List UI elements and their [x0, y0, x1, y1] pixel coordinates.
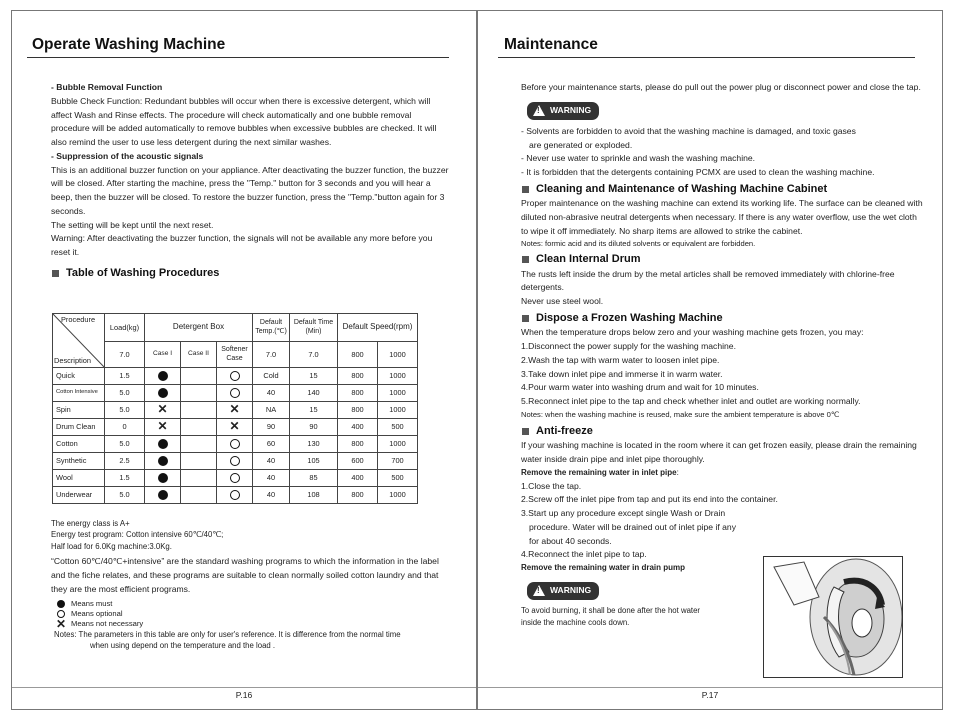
hand-unscrewing-pipe-image — [764, 557, 903, 678]
standard-programs: “Cotton 60℃/40℃+intensive” are the standard washing programs to which the information in the label and the fiche relates, and these programs are suitable to clean normally soiled cotton laundry and that they are the most efficient programs. — [51, 556, 439, 594]
speed2-cell: 1000 — [378, 487, 418, 504]
case1-cell — [145, 385, 181, 402]
frozen-note: Notes: when the washing machine is reused, make sure the ambient temperature is above 0℃ — [521, 409, 840, 419]
open-circle-icon — [230, 388, 240, 398]
case1-cell — [145, 402, 181, 419]
procedure-name: Spin — [53, 402, 105, 419]
table-notes: Notes: The parameters in this table are only for user's reference. It is difference from the normal time when using depend on the temperature and the load . — [54, 630, 401, 651]
inlet-heading: Remove the remaining water in inlet pipe: — [521, 467, 679, 477]
case1-cell — [145, 470, 181, 487]
filled-circle-icon — [158, 456, 168, 466]
time-cell: 105 — [290, 453, 338, 470]
case2-cell — [181, 436, 217, 453]
warning-triangle-icon: ! — [533, 105, 545, 116]
softener-cell — [217, 368, 253, 385]
open-circle-icon — [230, 456, 240, 466]
speed2-cell: 500 — [378, 419, 418, 436]
page-title: Maintenance — [504, 36, 598, 53]
drum-body: The rusts left inside the drum by the metal articles shall be removed immediately with chlorine-free detergents. — [521, 268, 895, 293]
energy-info — [51, 518, 451, 552]
th-default-temp: Default Temp.(℃) — [253, 314, 290, 342]
table-row — [53, 402, 418, 419]
warning-badge: ! WARNING — [527, 102, 599, 120]
open-circle-icon — [230, 490, 240, 500]
footer-divider — [12, 687, 476, 688]
filled-circle-icon — [158, 473, 168, 483]
speed1-cell: 800 — [338, 402, 378, 419]
speed1-cell: 400 — [338, 470, 378, 487]
filled-circle-icon — [158, 388, 168, 398]
maintenance-content — [521, 81, 926, 630]
procedure-name: Drum Clean — [53, 419, 105, 436]
speed2-cell: 500 — [378, 470, 418, 487]
warning-badge: ! WARNING — [527, 582, 599, 600]
bubble-section — [51, 81, 451, 281]
speed2-cell: 1000 — [378, 368, 418, 385]
time-cell: 140 — [290, 385, 338, 402]
drum-heading: Clean Internal Drum — [521, 252, 926, 266]
softener-cell — [217, 487, 253, 504]
speed1-cell: 800 — [338, 436, 378, 453]
acoustic-warning: Warning: After deactivating the buzzer function, the signals will not be available any more before you reset it. — [51, 233, 433, 257]
temp-cell: 90 — [253, 419, 290, 436]
bubble-body: Bubble Check Function: Redundant bubbles will occur when there is excessive detergent, which will affect Wash and Rinse effects. The procedure will check automatically and one bubble removal procedure will be added automatically to remove bubbles when excessive bubbles are checked. It will also remind the user to use less detergent during the next similar washes. — [51, 95, 437, 147]
page-number: P.17 — [701, 690, 719, 700]
drum-never: Never use steel wool. — [521, 296, 604, 307]
page-number: P.16 — [235, 690, 253, 700]
temp-cell: 60 — [253, 436, 290, 453]
sub-case1: Case I — [145, 342, 181, 368]
load-cell: 5.0 — [105, 385, 145, 402]
inlet-step: procedure. Water will be drained out of inlet pipe if any — [529, 521, 737, 532]
frozen-step: 5.Reconnect inlet pipe to the tap and check whether inlet and outlet are working normally. — [521, 396, 861, 407]
corner-description: Description — [54, 356, 91, 366]
drain-heading: Remove the remaining water in drain pump — [521, 563, 686, 573]
th-default-speed: Default Speed(rpm) — [338, 314, 418, 342]
cabinet-body: Proper maintenance on the washing machine can extend its working life. The surface can be cleaned with diluted non-abrasive neutral detergents when necessary. If there is any water overflow, use the wet cloth to wipe it off immediately. No sharp items are allowed to strike the cabinet. — [521, 198, 923, 236]
case2-cell — [181, 419, 217, 436]
time-cell: 15 — [290, 368, 338, 385]
time-cell: 15 — [290, 402, 338, 419]
cross-icon: ✕ — [157, 418, 168, 433]
filled-circle-icon — [158, 439, 168, 449]
time-cell: 85 — [290, 470, 338, 487]
case2-cell — [181, 368, 217, 385]
case2-cell — [181, 470, 217, 487]
cabinet-note: Notes: formic acid and its diluted solvents or equivalent are forbidden. — [521, 239, 756, 249]
th-default-time: Default Time (Min) — [290, 314, 338, 342]
time-cell: 108 — [290, 487, 338, 504]
speed1-cell: 400 — [338, 419, 378, 436]
procedure-name: Wool — [53, 470, 105, 487]
cross-icon: ✕ — [55, 617, 67, 631]
energy-line: The energy class is A+ — [51, 519, 130, 528]
speed1-cell: 600 — [338, 453, 378, 470]
corner-procedure: Procedure — [61, 315, 96, 324]
case1-cell — [145, 368, 181, 385]
case1-cell — [145, 453, 181, 470]
speed2-cell: 1000 — [378, 436, 418, 453]
temp-cell: NA — [253, 402, 290, 419]
softener-cell — [217, 419, 253, 436]
frozen-heading: Dispose a Frozen Washing Machine — [521, 311, 926, 325]
sub-temp: 7.0 — [253, 342, 290, 368]
procedure-name: Synthetic — [53, 453, 105, 470]
bubble-heading: - Bubble Removal Function — [51, 82, 163, 92]
load-cell: 5.0 — [105, 402, 145, 419]
case1-cell — [145, 487, 181, 504]
temp-cell: 40 — [253, 487, 290, 504]
cabinet-heading: Cleaning and Maintenance of Washing Machine Cabinet — [521, 182, 926, 196]
inlet-step: 2.Screw off the inlet pipe from tap and put its end into the container. — [521, 494, 778, 505]
frozen-intro: When the temperature drops below zero and your washing machine gets frozen, you may: — [521, 327, 864, 338]
left-page — [11, 10, 477, 710]
time-cell: 90 — [290, 419, 338, 436]
filled-circle-icon — [158, 490, 168, 500]
table-row — [53, 453, 418, 470]
table-heading: Table of Washing Procedures — [51, 266, 451, 280]
acoustic-heading: - Suppression of the acoustic signals — [51, 150, 204, 161]
load-cell: 1.5 — [105, 470, 145, 487]
load-cell: 0 — [105, 419, 145, 436]
sub-speed1: 800 — [338, 342, 378, 368]
warning-triangle-icon: ! — [533, 585, 545, 596]
table-row — [53, 368, 418, 385]
legend-optional: Means optional — [51, 609, 451, 619]
speed1-cell: 800 — [338, 487, 378, 504]
warning-line: - It is forbidden that the detergents containing PCMX are used to clean the washing machine. — [521, 167, 875, 177]
speed2-cell: 1000 — [378, 385, 418, 402]
procedure-name: Cotton — [53, 436, 105, 453]
speed2-cell: 700 — [378, 453, 418, 470]
filled-circle-icon — [158, 371, 168, 381]
procedure-name: Quick — [53, 368, 105, 385]
frozen-step: 4.Pour warm water into washing drum and wait for 10 minutes. — [521, 382, 759, 393]
acoustic-kept: The setting will be kept until the next reset. — [51, 219, 214, 230]
softener-cell — [217, 453, 253, 470]
load-cell: 2.5 — [105, 453, 145, 470]
open-circle-icon — [230, 473, 240, 483]
temp-cell: 40 — [253, 385, 290, 402]
sub-speed2: 1000 — [378, 342, 418, 368]
frozen-step: 1.Disconnect the power supply for the washing machine. — [521, 341, 736, 352]
temp-cell: 40 — [253, 453, 290, 470]
time-cell: 130 — [290, 436, 338, 453]
softener-cell — [217, 385, 253, 402]
open-circle-icon — [230, 439, 240, 449]
th-detergent-box: Detergent Box — [145, 314, 253, 342]
case2-cell — [181, 487, 217, 504]
case1-cell — [145, 419, 181, 436]
antifreeze-heading: Anti-freeze — [521, 424, 926, 438]
sub-softener: Softener Case — [217, 342, 253, 368]
case1-cell — [145, 436, 181, 453]
title-divider — [498, 57, 915, 58]
warning-line: - Solvents are forbidden to avoid that the washing machine is damaged, and toxic gases — [521, 125, 856, 136]
right-page — [477, 10, 943, 710]
filled-circle-icon — [57, 600, 65, 608]
inlet-step: 4.Reconnect the inlet pipe to tap. — [521, 549, 647, 560]
case2-cell — [181, 385, 217, 402]
inlet-step: for about 40 seconds. — [529, 535, 612, 546]
th-load: Load(kg) — [105, 314, 145, 342]
table-row — [53, 385, 418, 402]
softener-cell — [217, 402, 253, 419]
table-row — [53, 487, 418, 504]
acoustic-body: This is an additional buzzer function on your appliance. After deactivating the buzzer function, the buzzer will be closed. After starting the machine, press the "Temp." button for 3 seconds and you will hear a beep, then the buzzer will be closed. To restore the buzzer function, press the "Temp."button again for 3 seconds. — [51, 164, 449, 216]
cross-icon: ✕ — [157, 401, 168, 416]
open-circle-icon — [230, 371, 240, 381]
frozen-step: 3.Take down inlet pipe and immerse it in warm water. — [521, 368, 723, 379]
antifreeze-body: If your washing machine is located in the room where it can get frozen easily, please drain the remaining water inside drain pipe and inlet pipe thoroughly. — [521, 440, 917, 464]
title-divider — [27, 57, 449, 58]
energy-line: Energy test program: Cotton intensive 60℃/40℃; — [51, 530, 224, 540]
case2-cell — [181, 453, 217, 470]
table-row — [53, 419, 418, 436]
temp-cell: Cold — [253, 368, 290, 385]
energy-line: Half load for 6.0Kg machine:3.0Kg. — [51, 541, 172, 551]
footer-divider — [478, 687, 942, 688]
load-cell: 5.0 — [105, 487, 145, 504]
speed1-cell: 800 — [338, 385, 378, 402]
sub-time: 7.0 — [290, 342, 338, 368]
legend-not: ✕ Means not necessary — [51, 619, 451, 629]
cross-icon: ✕ — [229, 418, 240, 433]
speed2-cell: 1000 — [378, 402, 418, 419]
burn-warning-line: inside the machine cools down. — [521, 618, 630, 628]
table-row — [53, 470, 418, 487]
legend-must: Means must — [51, 599, 451, 609]
case2-cell — [181, 402, 217, 419]
washing-procedures-table — [52, 313, 418, 504]
page-title: Operate Washing Machine — [32, 36, 226, 53]
softener-cell — [217, 470, 253, 487]
procedure-name: Cotton Intensive — [53, 385, 105, 402]
temp-cell: 40 — [253, 470, 290, 487]
frozen-step: 2.Wash the tap with warm water to loosen inlet pipe. — [521, 354, 720, 365]
warning-line: - Never use water to sprinkle and wash the washing machine. — [521, 153, 756, 164]
table-corner-cell — [53, 314, 105, 368]
table-row — [53, 436, 418, 453]
load-cell: 5.0 — [105, 436, 145, 453]
intro-text: Before your maintenance starts, please do pull out the power plug or disconnect power and close the tap. — [521, 82, 921, 92]
sub-case2: Case II — [181, 342, 217, 368]
cross-icon: ✕ — [229, 401, 240, 416]
warning-line: are generated or exploded. — [529, 139, 633, 150]
softener-cell — [217, 436, 253, 453]
inlet-step: 1.Close the tap. — [521, 480, 582, 491]
sub-load: 7.0 — [105, 342, 145, 368]
burn-warning-line: To avoid burning, it shall be done after the hot water — [521, 605, 701, 615]
table-body — [53, 368, 418, 504]
procedure-name: Underwear — [53, 487, 105, 504]
inlet-step: 3.Start up any procedure except single Wash or Drain — [521, 508, 726, 519]
speed1-cell: 800 — [338, 368, 378, 385]
load-cell: 1.5 — [105, 368, 145, 385]
drain-pipe-illustration — [763, 556, 903, 678]
legend — [51, 599, 451, 629]
